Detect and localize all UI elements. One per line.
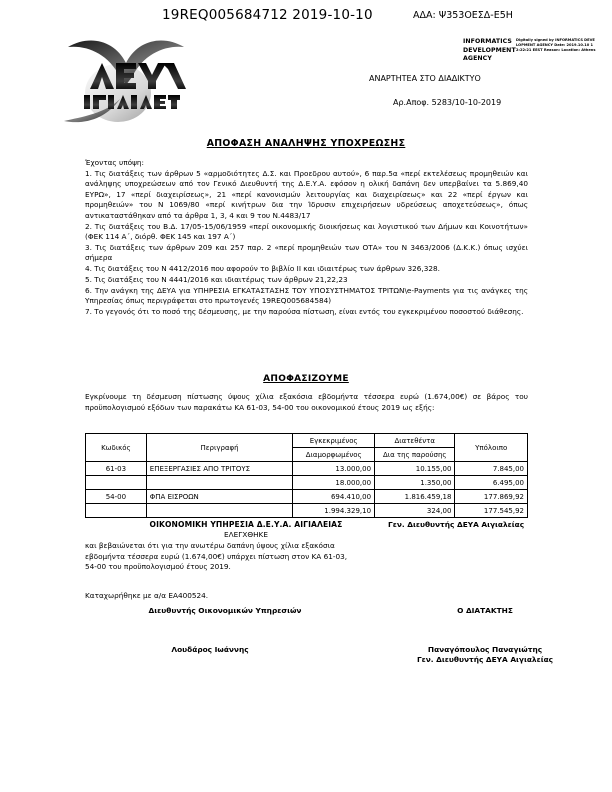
row-1-allocated-sub: 1.350,00	[375, 476, 455, 490]
clause-5: 5. Τις διατάξεις του Ν 4441/2016 και ιδιαιτέρως των άρθρων 21,22,23	[85, 275, 348, 285]
decision-paragraph: Εγκρίνουμε τη δέσμευση πίστωσης ύψους χίλια εξακόσια εβδομήντα τέσσερα ευρώ (1.674,00€) σε βάρος του προϋπολογισμού εξόδων των παρακάτω ΚΑ 61-03, 54-00 του οικονομικού έτους 2019 ως εξής:	[85, 392, 528, 412]
general-director-label: Γεν. Διευθυντής ΔΕΥΑ Αιγιαλείας	[388, 520, 525, 529]
header-balance: Υπόλοιπο	[455, 434, 528, 462]
table-header-row-1	[86, 434, 528, 448]
clause-1: 1. Τις διατάξεις των άρθρων 5 «αρμοδιότητες Δ.Σ. και Προεδρου αυτού», 6 παρ.5α «περί εκτελέσεως προμηθειών και ανάληψης υποχρεώσεων από τον Γενικό Διευθυντή της Δ.Ε.Υ.Α. εφόσον η ολική δαπάνη δεν υπερβαίνει τα 5.869,40 ΕΥΡΩ», 17 «περί διαχειρίσεως», 21 «περί κανονισμών λειτουργίας και διαχειρίσεως» και 22 «περί έργων και προμηθειών» του Ν 1069/80 «περί κινήτρων δια την Ίδρυσιν επιχειρήσεων υδρεύσεως αποχετεύσεως», όπως αντικαταστάθηκαν από τα άρθρα 1, 3, 4 και 9 του Ν.4483/17	[85, 169, 528, 220]
row-1-approved: 13.000,00	[293, 462, 375, 476]
ada-code-stamp: ΑΔΑ: Ψ353ΟΕΣΔ-Ε5Η	[413, 10, 513, 21]
row-1-code-sub	[86, 476, 147, 490]
header-approved-sub: Διαμορφωμένος	[293, 448, 375, 462]
budget-table-container	[85, 433, 528, 518]
clause-6: 6. Την ανάγκη της ΔΕΥΑ για ΥΠΗΡΕΣΙΑ ΕΓΚΑΤΑΣΤΑΣΗΣ ΤΟΥ ΥΠΟΣΥΣΤΗΜΑΤΟΣ ΤΡΙΤΩΝ\e-Payments για τις ανάγκες της Υπηρεσίας όπως περιγράφεται στο πρωτογενές 19REQ005684584)	[85, 285, 528, 306]
orderer-name: Παναγόπουλος Παναγιώτης	[427, 645, 543, 654]
deya-aigialeias-logo	[62, 33, 192, 125]
preamble-text: Έχοντας υπόψη:	[85, 158, 144, 167]
row-1-balance: 7.845,00	[455, 462, 528, 476]
row-1-allocated: 10.155,00	[375, 462, 455, 476]
certification-text: και βεβαιώνεται ότι για την ανωτέρω δαπάνη ύψους χίλια εξακόσια εβδομήντα τέσσερα ευρώ (1.674,00€) υπάρχει πίστωση στον ΚΑ 61-03, 54-00 του προϋπολογισμού έτους 2019.	[85, 541, 348, 572]
registration-text: Καταχωρήθηκε με α/α ΕΑ400524.	[85, 591, 209, 600]
header-approved: Εγκεκριμένος	[293, 434, 375, 448]
row-2-description: ΦΠΑ ΕΙΣΡΟΩΝ	[146, 490, 293, 504]
header-allocated: Διατεθέντα	[375, 434, 455, 448]
row-1-description: ΕΠΕΞΕΡΓΑΣΙΕΣ ΑΠΟ ΤΡΙΤΟΥΣ	[146, 462, 293, 476]
row-1-code: 61-03	[86, 462, 147, 476]
row-1-approved-sub: 18.000,00	[293, 476, 375, 490]
row-1-balance-sub: 6.495,00	[455, 476, 528, 490]
row-1-description-sub	[146, 476, 293, 490]
informatics-development-agency-label: INFORMATICS DEVELOPMENT AGENCY	[463, 38, 516, 63]
header-allocated-sub: Δια της παρούσης	[375, 448, 455, 462]
decision-number: Αρ.Αποφ. 5283/10-10-2019	[393, 98, 502, 107]
orderer-title: Γεν. Διευθυντής ΔΕΥΑ Αιγιαλείας	[416, 655, 554, 664]
publication-notice: ΑΝΑΡΤΗΤΕΑ ΣΤΟ ΔΙΑΔΙΚΤΥΟ	[369, 74, 481, 83]
row-2-code: 54-00	[86, 490, 147, 504]
document-header-strip	[0, 7, 612, 29]
clause-4: 4. Τις διατάξεις του Ν 4412/2016 που αφορούν το βιβλίο ΙΙ και ιδιαιτέρως των άρθρων 326,328.	[85, 264, 440, 274]
row-2-approved: 694.410,00	[293, 490, 375, 504]
clause-3: 3. Τις διατάξεις των άρθρων 209 και 257 παρ. 2 «περί προμηθειών των ΟΤΑ» του Ν 3463/2006 (Δ.Κ.Κ.) όπως ισχύει σήμερα	[85, 242, 528, 263]
header-code: Κωδικός	[86, 434, 147, 462]
row-2-description-sub	[146, 504, 293, 518]
request-id-stamp: 19REQ005684712 2019-10-10	[162, 7, 373, 23]
row-2-code-sub	[86, 504, 147, 518]
table-row	[86, 476, 528, 490]
row-2-approved-sub: 1.994.329,10	[293, 504, 375, 518]
row-2-balance-sub: 177.545,92	[455, 504, 528, 518]
document-body	[85, 158, 528, 318]
logo-graphic	[62, 33, 192, 125]
clause-2: 2. Τις διατάξεις του Β.Δ. 17/05-15/06/1959 «περί οικονομικής διοικήσεως και λογιστικού των Δήμων και Κοινοτήτων» (ΦΕΚ 114 Α΄, διόρθ. ΦΕΚ 145 και 197 Α΄)	[85, 221, 528, 241]
finance-department-title: ΟΙΚΟΝΟΜΙΚΗ ΥΠΗΡΕΣΙΑ Δ.Ε.Υ.Α. ΑΙΓΙΑΛΕΙΑΣ	[149, 520, 343, 529]
table-row	[86, 462, 528, 476]
table-row	[86, 490, 528, 504]
row-2-allocated: 1.816.459,18	[375, 490, 455, 504]
row-2-balance: 177.869,92	[455, 490, 528, 504]
orderer-role: Ο ΔΙΑΤΑΚΤΗΣ	[457, 606, 513, 615]
page-title: ΑΠΟΦΑΣΗ ΑΝΑΛΗΨΗΣ ΥΠΟΧΡΕΩΣΗΣ	[206, 138, 406, 149]
decision-heading: ΑΠΟΦΑΣΙΖΟΥΜΕ	[263, 374, 349, 384]
table-row	[86, 504, 528, 518]
clause-7: 7. Το γεγονός ότι το ποσό της δέσμευσης, με την παρούσα πίστωση, είναι εντός του εγκεκριμένου ποσοστού διάθεσης.	[85, 307, 524, 317]
finance-director-name: Λουδάρος Ιωάννης	[171, 645, 249, 654]
budget-table	[85, 433, 528, 518]
digital-signature-block: Digitally signed by INFORMATICS DEVELOPMENT AGENCY Date: 2019.10.10 12:22:21 EEST Reason: Location: Athens	[516, 38, 596, 53]
row-2-allocated-sub: 324,00	[375, 504, 455, 518]
checked-label: ΕΛΕΓΧΘΗΚΕ	[224, 530, 268, 539]
header-description: Περιγραφή	[146, 434, 293, 462]
finance-director-role: Διευθυντής Οικονομικών Υπηρεσιών	[148, 606, 302, 615]
